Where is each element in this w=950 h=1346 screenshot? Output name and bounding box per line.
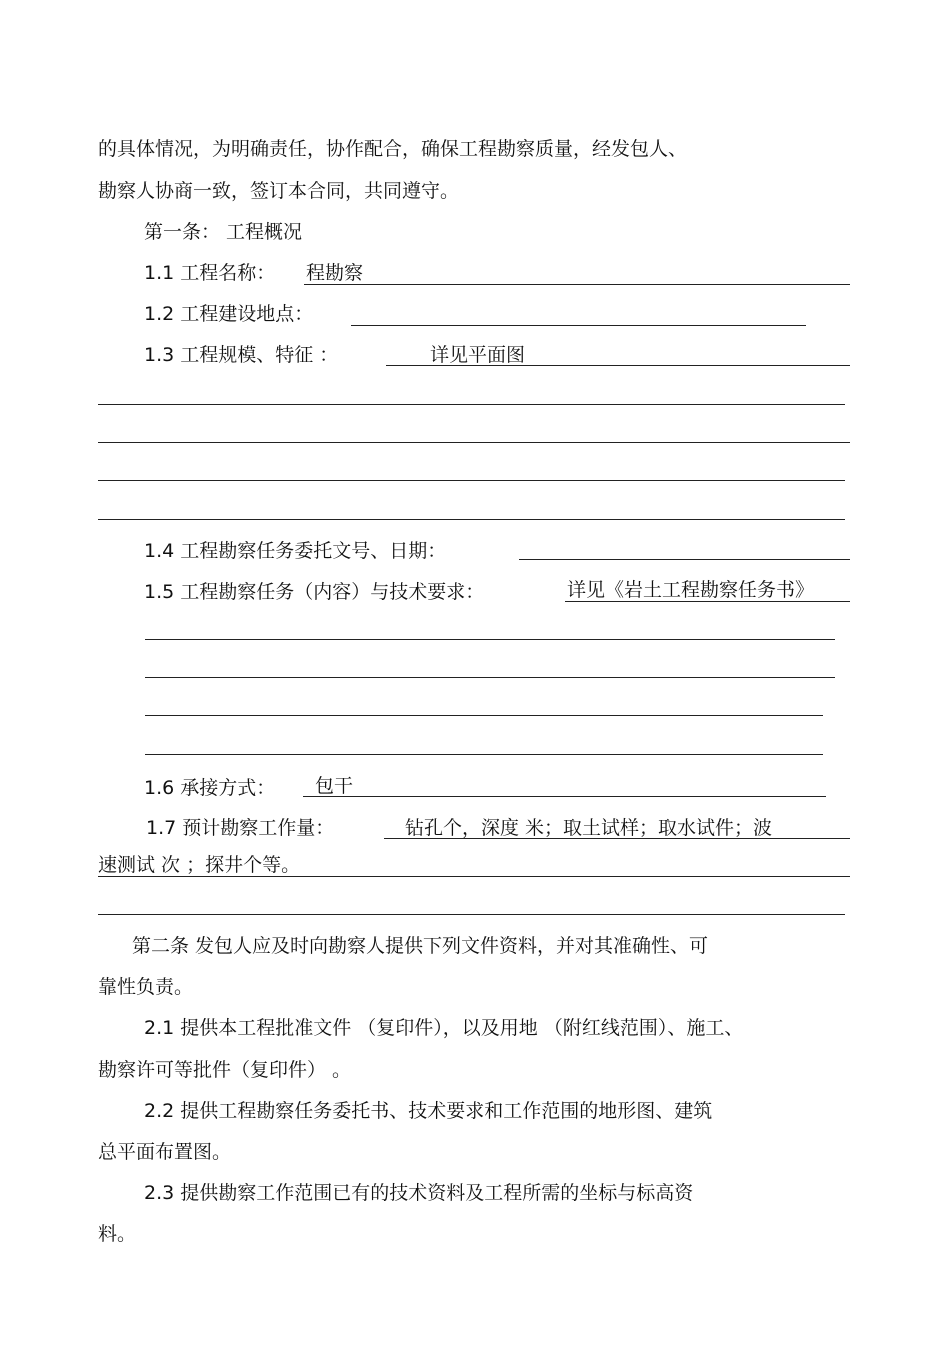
blank-line — [98, 404, 845, 405]
item-2-2-line-1: 2.2 提供工程勘察任务委托书、技术要求和工作范围的地形图、建筑 — [144, 1100, 713, 1122]
blank-line — [145, 715, 823, 716]
blank-line — [145, 677, 835, 678]
item-2-1-line-1: 2.1 提供本工程批准文件 （复印件），以及用地 （附红线范围）、施工、 — [144, 1017, 744, 1039]
item-1-5-label: 1.5 工程勘察任务（内容）与技术要求： — [144, 581, 485, 603]
item-1-6-label: 1.6 承接方式： — [144, 777, 276, 799]
blank-line — [98, 480, 845, 481]
item-2-2-line-2: 总平面布置图。 — [98, 1141, 232, 1163]
blank-line — [98, 519, 845, 520]
item-1-4-underline — [519, 559, 850, 560]
item-1-2-underline — [351, 325, 806, 326]
item-1-1-underline — [304, 284, 850, 285]
item-1-2-label: 1.2 工程建设地点： — [144, 303, 314, 325]
item-1-5-value: 详见《岩土工程勘察任务书》 — [567, 579, 815, 601]
item-1-3-value: 详见平面图 — [430, 344, 526, 366]
item-1-6-underline — [303, 796, 826, 797]
article-2-title: 第二条 发包人应及时向勘察人提供下列文件资料，并对其准确性、可 — [132, 935, 709, 957]
blank-line — [98, 914, 845, 915]
article-1-title: 第一条： 工程概况 — [144, 221, 303, 243]
blank-line — [145, 639, 835, 640]
item-1-7-value-a: 钻孔个，深度 米；取土试样；取水试件；波 — [405, 817, 773, 839]
item-1-7-underline-a — [384, 838, 850, 839]
item-1-7-value-b: 速测试 次 ；探井个等。 — [98, 854, 301, 876]
item-1-4-label: 1.4 工程勘察任务委托文号、日期： — [144, 540, 447, 562]
item-2-3-line-2: 料。 — [98, 1223, 137, 1245]
item-1-1-value: 程勘察 — [306, 262, 364, 284]
intro-line-2: 勘察人协商一致，签订本合同，共同遵守。 — [98, 180, 460, 202]
item-2-1-line-2: 勘察许可等批件（复印件） 。 — [98, 1059, 352, 1081]
blank-line — [145, 754, 823, 755]
intro-line-1: 的具体情况，为明确责任，协作配合，确保工程勘察质量，经发包人、 — [98, 138, 688, 160]
item-1-6-value: 包干 — [315, 775, 354, 797]
item-1-7-underline-b — [98, 876, 850, 877]
item-1-3-underline — [386, 365, 850, 366]
item-1-5-underline — [565, 601, 850, 602]
item-1-3-label: 1.3 工程规模、特征 ： — [144, 344, 339, 366]
item-2-3-line-1: 2.3 提供勘察工作范围已有的技术资料及工程所需的坐标与标高资 — [144, 1182, 694, 1204]
article-2-title-cont: 靠性负责。 — [98, 976, 194, 998]
item-1-1-label: 1.1 工程名称： — [144, 262, 276, 284]
blank-line — [98, 442, 850, 443]
item-1-7-label: 1.7 预计勘察工作量： — [146, 817, 335, 839]
